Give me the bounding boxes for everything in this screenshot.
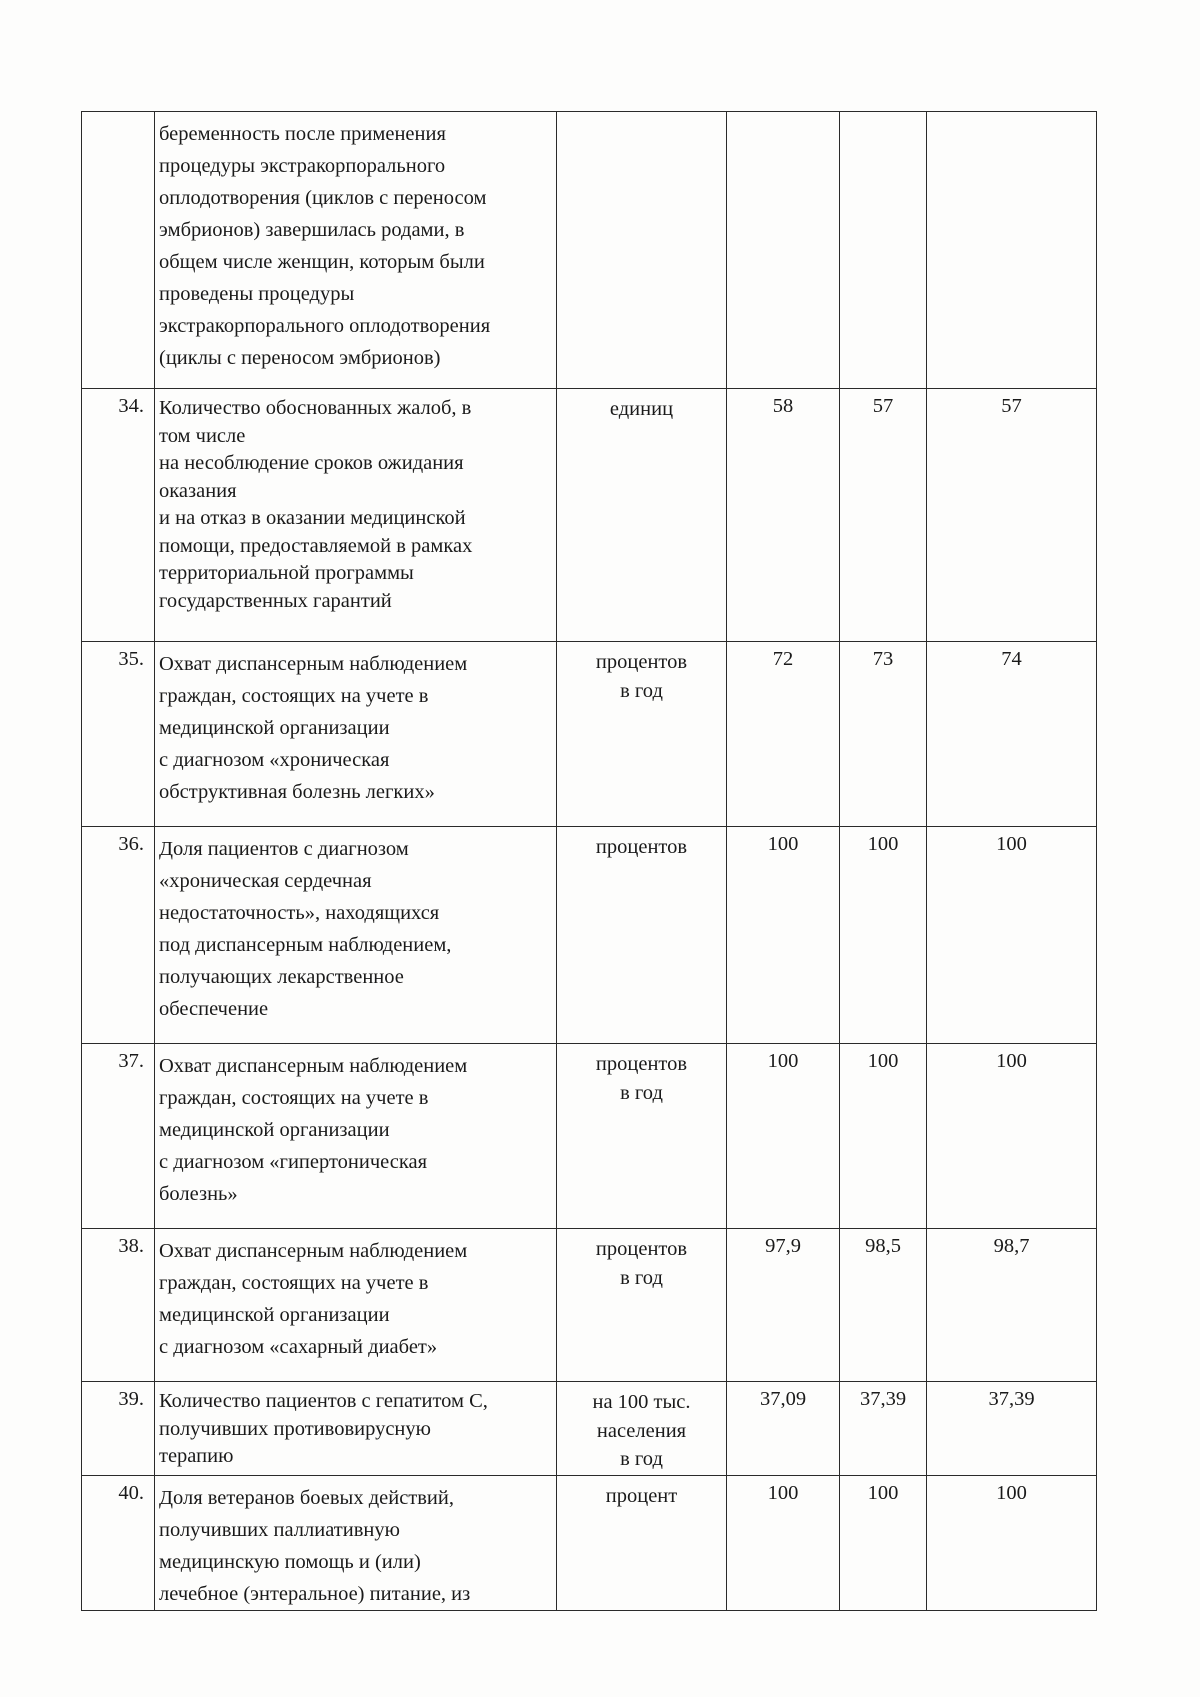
unit-cell: на 100 тыс. населения в год	[557, 1382, 727, 1476]
unit-cell: процент	[557, 1476, 727, 1611]
unit-cell: процентов в год	[557, 1044, 727, 1229]
indicator-description: беременность после применения процедуры экстракорпорального оплодотворения (циклов с переносом эмбрионов) завершилась родами, в общем числе женщин, которым были проведены процедуры экстракорпорального оплодотворения (циклы с переносом эмбрионов)	[155, 112, 557, 389]
row-number: 34.	[82, 389, 155, 642]
value-year-3	[927, 112, 1097, 389]
indicator-description: Доля пациентов с диагнозом «хроническая сердечная недостаточность», находящихся под диспансерным наблюдением, получающих лекарственное обеспечение	[155, 827, 557, 1044]
value-year-2: 98,5	[840, 1229, 927, 1382]
value-year-2: 37,39	[840, 1382, 927, 1476]
value-year-1	[727, 112, 840, 389]
table-row	[82, 827, 1097, 1044]
value-year-1: 100	[727, 827, 840, 1044]
value-year-3: 100	[927, 1476, 1097, 1611]
value-year-3: 100	[927, 1044, 1097, 1229]
indicator-description: Количество обоснованных жалоб, в том числе на несоблюдение сроков ожидания оказания и на отказ в оказании медицинской помощи, предоставляемой в рамках территориальной программы государственных гарантий	[155, 389, 557, 642]
row-number: 39.	[82, 1382, 155, 1476]
row-number: 35.	[82, 642, 155, 827]
table-row	[82, 1229, 1097, 1382]
value-year-1: 100	[727, 1476, 840, 1611]
indicator-description: Охват диспансерным наблюдением граждан, состоящих на учете в медицинской организации с диагнозом «хроническая обструктивная болезнь легких»	[155, 642, 557, 827]
value-year-2: 100	[840, 1044, 927, 1229]
indicator-description: Доля ветеранов боевых действий, получивших паллиативную медицинскую помощь и (или) лечебное (энтеральное) питание, из	[155, 1476, 557, 1611]
value-year-3: 37,39	[927, 1382, 1097, 1476]
value-year-1: 97,9	[727, 1229, 840, 1382]
table-row	[82, 1476, 1097, 1611]
value-year-3: 98,7	[927, 1229, 1097, 1382]
indicator-description: Охват диспансерным наблюдением граждан, состоящих на учете в медицинской организации с диагнозом «сахарный диабет»	[155, 1229, 557, 1382]
indicators-table	[81, 111, 1097, 1611]
value-year-1: 72	[727, 642, 840, 827]
row-number: 36.	[82, 827, 155, 1044]
table-row	[82, 389, 1097, 642]
value-year-1: 100	[727, 1044, 840, 1229]
value-year-1: 58	[727, 389, 840, 642]
row-number: 40.	[82, 1476, 155, 1611]
table-row	[82, 1044, 1097, 1229]
value-year-3: 100	[927, 827, 1097, 1044]
unit-cell: единиц	[557, 389, 727, 642]
row-number: 37.	[82, 1044, 155, 1229]
table-row	[82, 112, 1097, 389]
indicator-description: Охват диспансерным наблюдением граждан, состоящих на учете в медицинской организации с диагнозом «гипертоническая болезнь»	[155, 1044, 557, 1229]
indicator-description: Количество пациентов с гепатитом С, получивших противовирусную терапию	[155, 1382, 557, 1476]
table-row	[82, 1382, 1097, 1476]
value-year-2: 100	[840, 827, 927, 1044]
value-year-3: 74	[927, 642, 1097, 827]
value-year-2: 73	[840, 642, 927, 827]
value-year-2: 57	[840, 389, 927, 642]
unit-cell: процентов в год	[557, 642, 727, 827]
table-row	[82, 642, 1097, 827]
value-year-2: 100	[840, 1476, 927, 1611]
unit-cell: процентов	[557, 827, 727, 1044]
unit-cell	[557, 112, 727, 389]
row-number: 38.	[82, 1229, 155, 1382]
unit-cell: процентов в год	[557, 1229, 727, 1382]
value-year-3: 57	[927, 389, 1097, 642]
value-year-1: 37,09	[727, 1382, 840, 1476]
value-year-2	[840, 112, 927, 389]
row-number	[82, 112, 155, 389]
